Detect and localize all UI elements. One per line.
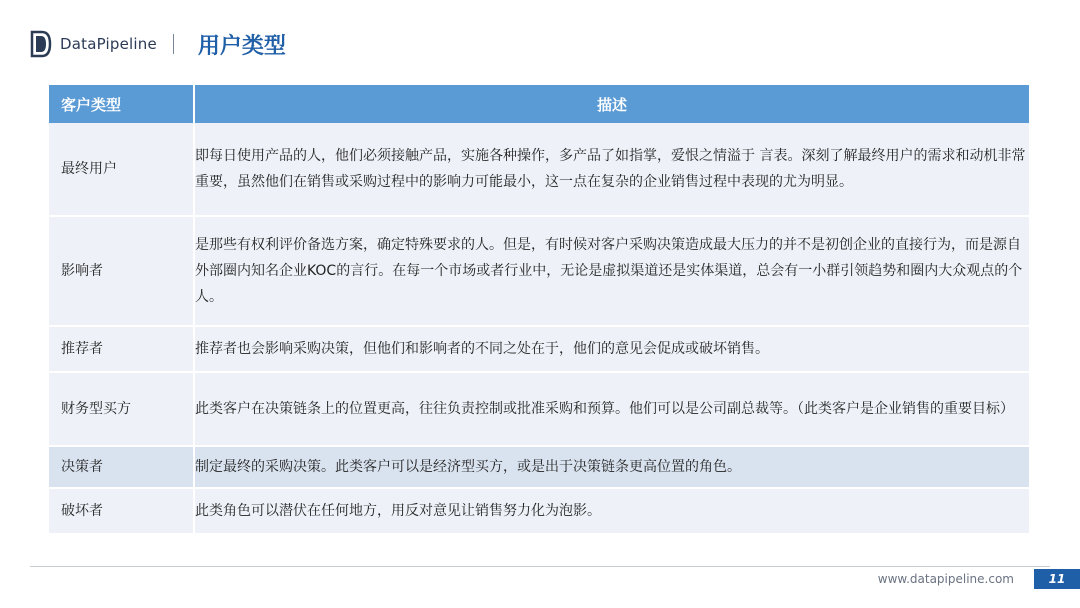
table-row xyxy=(49,446,1029,488)
customer-type-table xyxy=(49,85,1029,535)
footer-divider xyxy=(30,566,1050,567)
column-header-description: 描述 xyxy=(194,85,1029,123)
row-type-cell: 最终用户 xyxy=(49,123,194,216)
row-description-cell: 是那些有权利评价备选方案，确定特殊要求的人。但是，有时候对客户采购决策造成最大压力的并不是初创企业的直接行为，而是源自外部圈内知名企业KOC的言行。在每一个市场或者行业中，无论是虚拟渠道还是实体渠道，总会有一小群引领趋势和圈内大众观点的个人。 xyxy=(194,216,1029,326)
logo-text: DataPipeline xyxy=(60,35,157,53)
datapipeline-logo-icon xyxy=(30,30,52,58)
table-header xyxy=(49,85,1029,123)
row-description-cell: 此类角色可以潜伏在任何地方，用反对意见让销售努力化为泡影。 xyxy=(194,488,1029,534)
table-row xyxy=(49,326,1029,372)
table-row xyxy=(49,216,1029,326)
row-description-cell: 即每日使用产品的人，他们必须接触产品，实施各种操作，多产品了如指掌，爱恨之情溢于 言表。深刻了解最终用户的需求和动机非常重要，虽然他们在销售或采购过程中的影响力可能最小，这一点在复杂的企业销售过程中表现的尤为明显。 xyxy=(194,123,1029,216)
row-type-cell: 影响者 xyxy=(49,216,194,326)
page-number: 11 xyxy=(1034,569,1080,589)
row-description-cell: 推荐者也会影响采购决策，但他们和影响者的不同之处在于，他们的意见会促成或破坏销售。 xyxy=(194,326,1029,372)
logo[interactable] xyxy=(30,30,157,58)
header-divider xyxy=(173,34,174,54)
header xyxy=(30,24,286,64)
row-type-cell: 破坏者 xyxy=(49,488,194,534)
row-description-cell: 此类客户在决策链条上的位置更高，往往负责控制或批准采购和预算。他们可以是公司副总裁等。（此类客户是企业销售的重要目标） xyxy=(194,372,1029,446)
column-header-type: 客户类型 xyxy=(49,85,194,123)
row-description-cell: 制定最终的采购决策。此类客户可以是经济型买方，或是出于决策链条更高位置的角色。 xyxy=(194,446,1029,488)
table-row xyxy=(49,372,1029,446)
page-title: 用户类型 xyxy=(197,33,286,59)
table-row xyxy=(49,488,1029,534)
row-type-cell: 决策者 xyxy=(49,446,194,488)
row-type-cell: 财务型买方 xyxy=(49,372,194,446)
row-type-cell: 推荐者 xyxy=(49,326,194,372)
footer-url[interactable]: www.datapipeline.com xyxy=(877,572,1014,586)
table-row xyxy=(49,123,1029,216)
table xyxy=(49,85,1029,535)
